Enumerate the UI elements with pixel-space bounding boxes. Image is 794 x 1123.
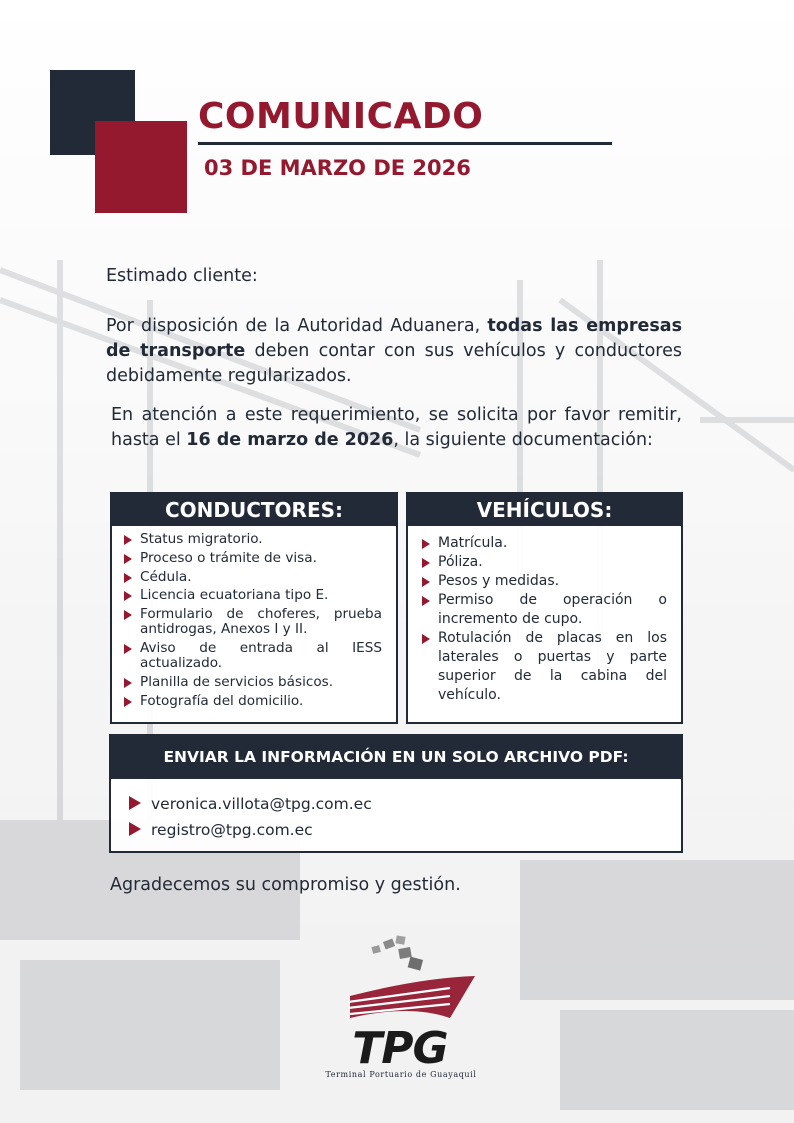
list-item	[124, 570, 382, 585]
arrow-bullet-icon	[124, 610, 132, 620]
arrow-bullet-icon	[422, 577, 430, 587]
list-item	[124, 588, 382, 603]
list-item	[124, 641, 382, 671]
arrow-bullet-icon	[124, 678, 132, 688]
closing-thanks: Agradecemos su compromiso y gestión.	[110, 875, 461, 895]
email-item	[129, 821, 313, 839]
list-item-text: Proceso o trámite de visa.	[140, 549, 317, 566]
list-item-text: Status migratorio.	[140, 531, 263, 547]
paragraph-text: Por disposición de la Autoridad Aduanera,	[106, 316, 488, 336]
list-item-text: Permiso de operación o incremento de cupo.	[438, 592, 667, 627]
logo-text: TPG	[352, 1023, 448, 1074]
list-item-text: Fotografía del domicilio.	[140, 692, 304, 709]
deadline-date: 16 de marzo de 2026	[186, 430, 394, 450]
paragraph-bold-text: todas las empresas de transporte	[106, 316, 683, 361]
list-item	[422, 553, 667, 572]
list-item	[124, 607, 382, 637]
chevron-right-icon	[129, 796, 141, 810]
list-item-text: Formulario de choferes, prueba antidrogas, Anexos I y II.	[140, 606, 382, 638]
arrow-bullet-icon	[124, 697, 132, 707]
arrow-bullet-icon	[124, 573, 132, 583]
paragraph-text: deben contar con sus vehículos y conductores debidamente regularizados.	[106, 341, 683, 386]
vehiculos-list	[408, 526, 681, 705]
list-item-text: Aviso de entrada al IESS actualizado.	[140, 639, 382, 671]
vehiculos-box	[406, 492, 683, 724]
list-item	[124, 532, 382, 547]
list-item-text: Pesos y medidas.	[438, 573, 560, 589]
conductores-header: CONDUCTORES:	[112, 494, 396, 526]
conductores-box	[110, 492, 398, 724]
send-info-header: ENVIAR LA INFORMACIÓN EN UN SOLO ARCHIVO PDF:	[111, 736, 681, 779]
list-item-text: Cédula.	[140, 568, 192, 585]
chevron-right-icon	[129, 822, 141, 836]
arrow-bullet-icon	[124, 554, 132, 564]
tpg-logo-icon	[300, 928, 500, 1088]
conductores-list	[112, 526, 396, 709]
arrow-bullet-icon	[124, 644, 132, 654]
list-item-text: Rotulación de placas en los laterales o puertas y parte superior de la cabina del vehículo.	[438, 630, 667, 703]
email-item	[129, 795, 372, 813]
list-item	[422, 534, 667, 553]
list-item	[422, 591, 667, 629]
arrow-bullet-icon	[422, 558, 430, 568]
logo-caption: Terminal Portuario de Guayaquil	[325, 1070, 477, 1079]
email-link[interactable]: registro@tpg.com.ec	[151, 821, 313, 839]
email-link[interactable]: veronica.villota@tpg.com.ec	[151, 795, 372, 813]
paragraph-deadline	[111, 403, 682, 453]
arrow-bullet-icon	[422, 634, 430, 644]
list-item	[124, 694, 382, 709]
list-item	[124, 675, 382, 690]
list-item-text: Licencia ecuatoriana tipo E.	[140, 587, 329, 604]
arrow-bullet-icon	[422, 539, 430, 549]
decorative-red-square	[95, 121, 187, 213]
page-title: COMUNICADO	[198, 96, 484, 137]
list-item	[422, 572, 667, 591]
paragraph-text: , la siguiente documentación:	[393, 430, 653, 450]
list-item-text: Póliza.	[438, 554, 483, 570]
arrow-bullet-icon	[124, 591, 132, 601]
paragraph-text: En atención a este requerimiento, se solicita por favor remitir, hasta el	[111, 405, 682, 450]
greeting: Estimado cliente:	[106, 266, 258, 286]
list-item-text: Matrícula.	[438, 535, 508, 551]
send-info-box	[109, 734, 683, 853]
paragraph-requirement	[106, 314, 682, 389]
list-item-text: Planilla de servicios básicos.	[140, 673, 334, 690]
vehiculos-header: VEHÍCULOS:	[408, 494, 681, 526]
date-heading: 03 DE MARZO DE 2026	[204, 156, 471, 180]
list-item	[422, 629, 667, 705]
arrow-bullet-icon	[124, 535, 132, 545]
list-item	[124, 551, 382, 566]
title-underline	[198, 142, 612, 145]
arrow-bullet-icon	[422, 596, 430, 606]
